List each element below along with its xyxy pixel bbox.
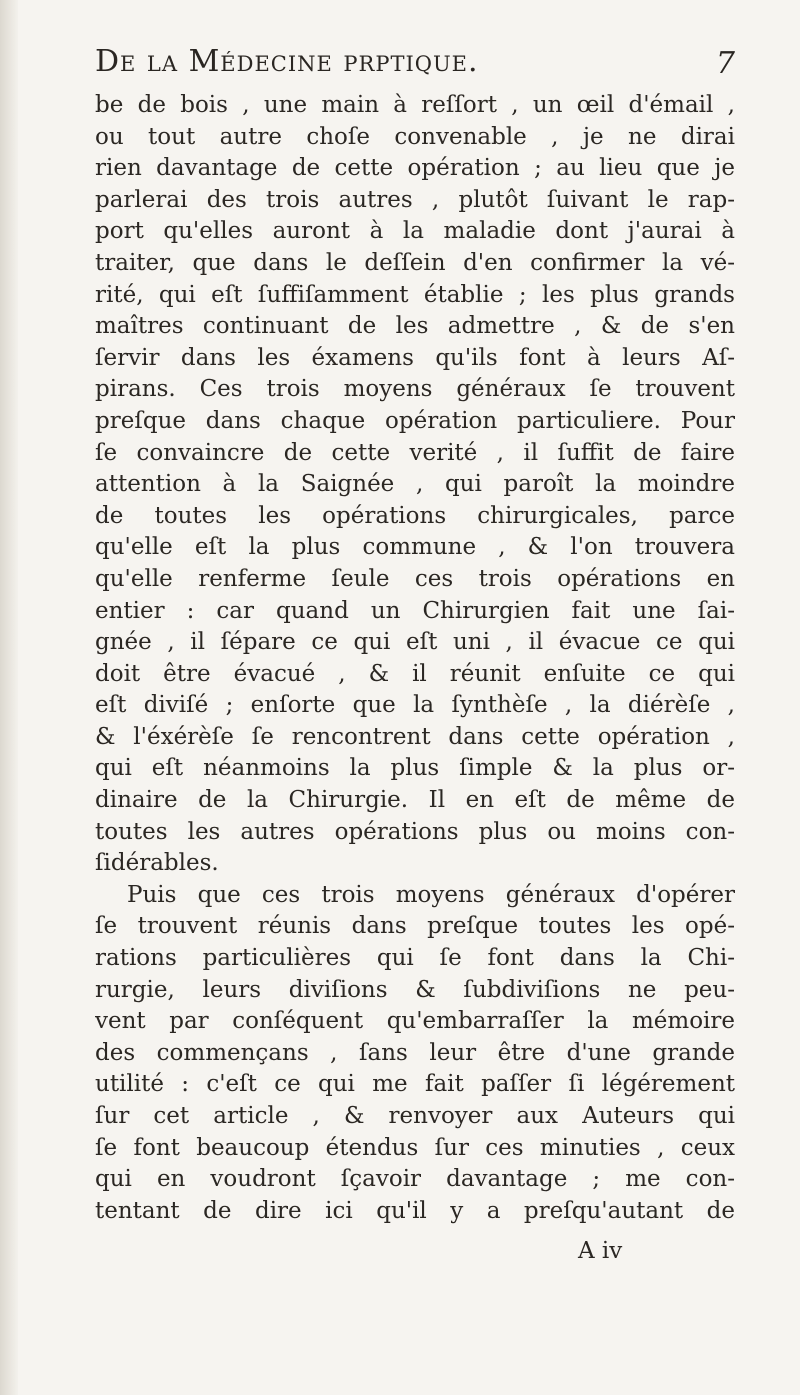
text-line: de toutes les opérations chirurgicales, parce — [95, 502, 735, 529]
running-head: De la Médecine prptique. — [95, 44, 479, 79]
text-line: be de bois , une main à reſſort , un œil d'émail , — [95, 92, 735, 118]
text-line: port qu'elles auront à la maladie dont j'aurai à — [95, 218, 735, 245]
text-line: rations particulières qui ſe font dans la Chi- — [95, 945, 735, 972]
text-line: doit être évacué , & il réunit enſuite ce qui — [95, 660, 735, 687]
body-text — [95, 90, 735, 1227]
text-line: utilité : c'eſt ce qui me fait paſſer ſi légérement — [95, 1071, 735, 1098]
text-line: ſe trouvent réunis dans preſque toutes les opé- — [95, 913, 735, 940]
text-line: qu'elle eſt la plus commune , & l'on trouvera — [95, 534, 735, 561]
text-line: entier : car quand un Chirurgien fait une ſai- — [95, 597, 735, 624]
text-line: ſur cet article , & renvoyer aux Auteurs qui — [95, 1103, 735, 1129]
text-line: rien davantage de cette opération ; au lieu que je — [95, 155, 735, 182]
text-line: maîtres continuant de les admettre , & de s'en — [95, 313, 735, 340]
text-line: & l'éxérèſe ſe rencontrent dans cette opération , — [95, 723, 735, 750]
text-line: qui eſt néanmoins la plus ſimple & la plus or- — [95, 755, 735, 782]
text-line: ſe font beaucoup étendus ſur ces minuties , ceux — [95, 1134, 735, 1161]
text-line: ſe convaincre de cette verité , il ſuffit de faire — [95, 439, 735, 466]
text-line: des commençans , ſans leur être d'une grande — [95, 1039, 735, 1066]
text-line: toutes les autres opérations plus ou moins con- — [95, 818, 735, 845]
page-gutter-shadow — [0, 0, 18, 1395]
paragraph-start-line: Puis que ces trois moyens généraux d'opérer — [127, 881, 735, 908]
page-header — [95, 44, 735, 84]
text-line: tentant de dire ici qu'il y a preſqu'autant de — [95, 1197, 735, 1224]
page-number: 7 — [715, 46, 735, 81]
text-line: pirans. Ces trois moyens généraux ſe trouvent — [95, 376, 735, 403]
text-line: rurgie, leurs diviſions & ſubdiviſions ne peu- — [95, 976, 735, 1003]
text-line: eſt diviſé ; enſorte que la ſynthèſe , la diérèſe , — [95, 692, 735, 719]
text-line: ſidérables. — [95, 850, 219, 877]
signature-mark: A iv — [578, 1238, 623, 1264]
text-line: preſque dans chaque opération particuliere. Pour — [95, 407, 735, 434]
text-line: ſervir dans les éxamens qu'ils font à leurs Aſ- — [95, 344, 735, 371]
text-line: ou tout autre choſe convenable , je ne dirai — [95, 123, 735, 150]
text-line: rité, qui eſt ſuffiſamment établie ; les plus grands — [95, 281, 735, 308]
text-line: dinaire de la Chirurgie. Il en eſt de même de — [95, 787, 735, 814]
text-line: traiter, que dans le deſſein d'en confirmer la vé- — [95, 249, 735, 276]
text-line: gnée , il ſépare ce qui eſt uni , il évacue ce qui — [95, 629, 735, 656]
text-line: vent par conſéquent qu'embarraſſer la mémoire — [95, 1008, 735, 1035]
text-line: attention à la Saignée , qui paroît la moindre — [95, 471, 735, 498]
text-line: qui en voudront ſçavoir davantage ; me con- — [95, 1166, 735, 1193]
text-line: qu'elle renferme ſeule ces trois opérations en — [95, 565, 735, 592]
text-line: parlerai des trois autres , plutôt ſuivant le rap- — [95, 186, 735, 213]
